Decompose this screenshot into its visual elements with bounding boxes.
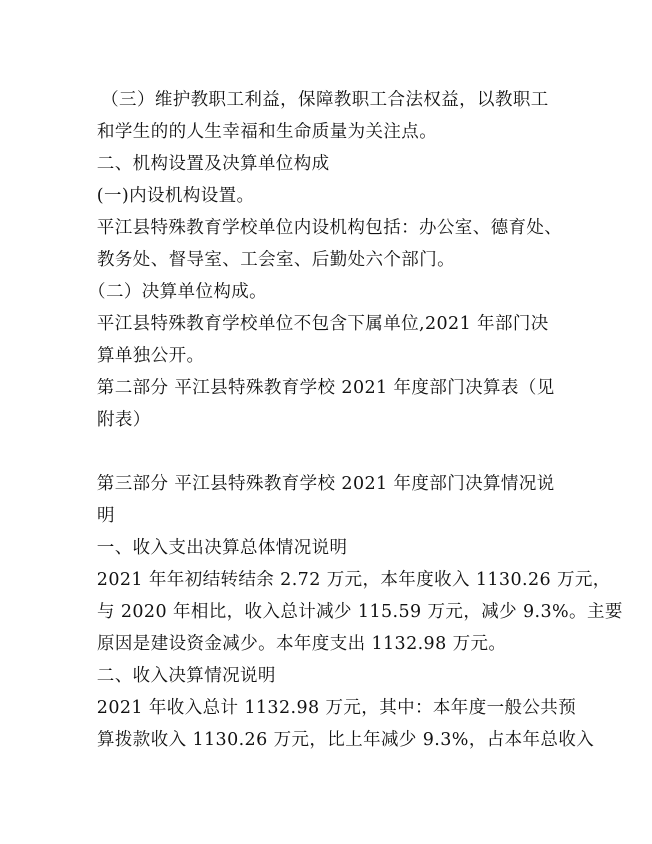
text-line: 第二部分 平江县特殊教育学校 2021 年度部门决算表（见 bbox=[61, 378, 555, 398]
text-line: 和学生的的人生幸福和生命质量为关注点。 bbox=[97, 122, 438, 142]
paragraph-maintain-staff-interests bbox=[92, 84, 567, 148]
text-line: 算拨款收入 1130.26 万元，比上年减少 9.3%，占本年总收入 bbox=[97, 730, 595, 750]
heading-income-final-accounts bbox=[61, 660, 567, 692]
text-line: 原因是建设资金减少。本年度支出 1132.98 万元。 bbox=[97, 634, 507, 654]
heading-internal-institutions bbox=[61, 180, 567, 212]
paragraph-income-expenditure-summary bbox=[61, 564, 623, 660]
heading-part-two bbox=[61, 372, 567, 436]
paragraph-income-total bbox=[61, 692, 595, 756]
heading-institution-setup bbox=[61, 148, 567, 180]
text-line: （三）维护教职工利益，保障教职工合法权益，以教职工 bbox=[92, 90, 549, 110]
text-line: (一)内设机构设置。 bbox=[61, 186, 255, 206]
text-line: 2021 年年初结转结余 2.72 万元，本年度收入 1130.26 万元， bbox=[61, 570, 611, 590]
text-line: 二、收入决算情况说明 bbox=[61, 666, 276, 686]
text-line: 平江县特殊教育学校单位内设机构包括：办公室、德育处、 bbox=[61, 218, 563, 238]
text-line: 二、机构设置及决算单位构成 bbox=[61, 154, 330, 174]
text-line: 一、收入支出决算总体情况说明 bbox=[61, 538, 348, 558]
paragraph-internal-departments bbox=[61, 212, 567, 276]
paragraph-no-subordinate-units bbox=[61, 308, 567, 372]
text-line: 第三部分 平江县特殊教育学校 2021 年度部门决算情况说 bbox=[61, 474, 555, 494]
text-line: 附表） bbox=[97, 410, 151, 430]
text-line: 与 2020 年相比，收入总计减少 115.59 万元，减少 9.3%。主要 bbox=[97, 602, 623, 622]
text-line: 明 bbox=[97, 506, 115, 526]
text-line: 算单独公开。 bbox=[97, 346, 205, 366]
text-line: 2021 年收入总计 1132.98 万元，其中：本年度一般公共预 bbox=[61, 698, 577, 718]
text-line: （二）决算单位构成。 bbox=[61, 282, 268, 302]
text-line: 平江县特殊教育学校单位不包含下属单位,2021 年部门决 bbox=[61, 314, 549, 334]
heading-income-expenditure-overview bbox=[61, 532, 567, 564]
heading-budget-unit-composition bbox=[61, 276, 567, 308]
heading-part-three bbox=[61, 468, 567, 532]
text-line: 教务处、督导室、工会室、后勤处六个部门。 bbox=[97, 250, 455, 270]
